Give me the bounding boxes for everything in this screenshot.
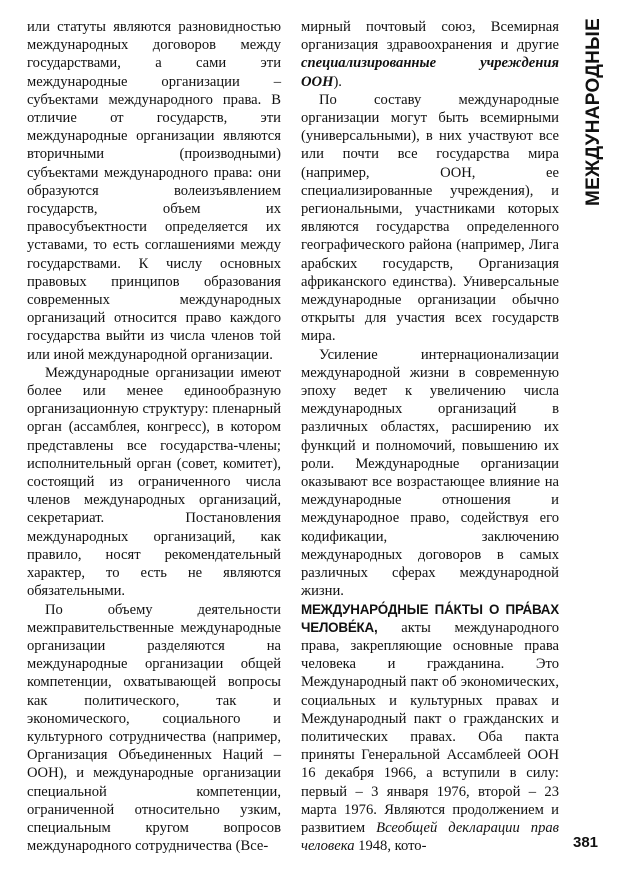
left-text-column (27, 18, 281, 855)
paragraph-text: мирный почтовый союз, Всемирная организация здравоохранения и другие (301, 19, 559, 54)
cross-reference: специализированные учреждения ООН (301, 55, 559, 90)
paragraph: или статуты являются разновидностью международных договоров между государствами, а сами эти международные организации – субъектами международного права. В отличие от государств, эти международные организации являются вторичными (производными) субъектами международного права: они образуются волеизъявлением государств, объем их правосубъектности определяется их уставами, то есть соглашениями между государствами. К числу основных правовых принципов образования современных международных организаций относится право каждого государства выйти из числа членов той или иной международной организации. (27, 19, 281, 363)
right-text-column (301, 18, 559, 855)
cross-reference: Всеобщей декларации прав человека (301, 819, 559, 855)
entry-term: МЕЖДУНАРО́ДНЫЕ ПА́КТЫ О ПРА́ВАХ ЧЕЛОВЕ́КА, (301, 601, 559, 635)
paragraph: Усиление интернационализации международной жизни в современную эпоху ведет к увеличению числа международных организаций в различных областях, расширению их функций и полномочий, повышению их роли. Международные организации оказывают все возрастающее влияние на международные отношения и международное право, содействуя его кодификации, заключению международных договоров в самых различных сферах международной жизни. (301, 346, 559, 600)
paragraph: Международные организации имеют более или менее единообразную организационную структуру: пленарный орган (ассамблея, конгресс), в котором представлены все государства-члены; исполнительный орган (совет, комитет), состоящий из ограниченного числа членов международных организаций, секретариат. Постановления международных организаций, как правило, носят рекомендательный характер, то есть не являются обязательными. (27, 364, 281, 600)
paragraph (301, 18, 559, 91)
page-number: 381 (573, 834, 599, 851)
paragraph-text: акты международного права, закрепляющие основные права человека и гражданина. Это Международный пакт об экономических, социальных и культурных правах и Международный пакт о гражданских и политических правах. Оба пакта приняты Генеральной Ассамблеей ООН 16 декабря 1966, а вступили в силу: первый – 3 января 1976, второй – 23 марта 1976. Являются продолжением и развитием (301, 619, 559, 836)
section-title: МЕЖДУНАРОДНЫЕ (583, 17, 604, 207)
paragraph: По объему деятельности межправительственные международные организации разделяются на международные организации общей компетенции, охватывающей вопросы как политического, так и экономического, социального и культурного сотрудничества (например, Организация Объединенных Наций – ООН), и международные организации специальной компетенции, ограниченной относительно узким, специальным кругом вопросов международного сотрудничества (Все- (27, 601, 281, 855)
dictionary-entry (301, 601, 559, 856)
paragraph-text: 1948, кото- (354, 838, 427, 855)
running-head (581, 12, 607, 212)
paragraph: По составу международные организации могут быть всемирными (универсальными), в них участвуют все или почти все государства мира (например, ООН, ее специализированные учреждения), и региональными, участниками которых являются государства определенного географического района (например, Лига арабских государств, Организация африканского единства). Универсальные международные организации обычно открыты для участия всех государств мира. (301, 91, 559, 345)
paragraph-text: ). (333, 73, 342, 90)
